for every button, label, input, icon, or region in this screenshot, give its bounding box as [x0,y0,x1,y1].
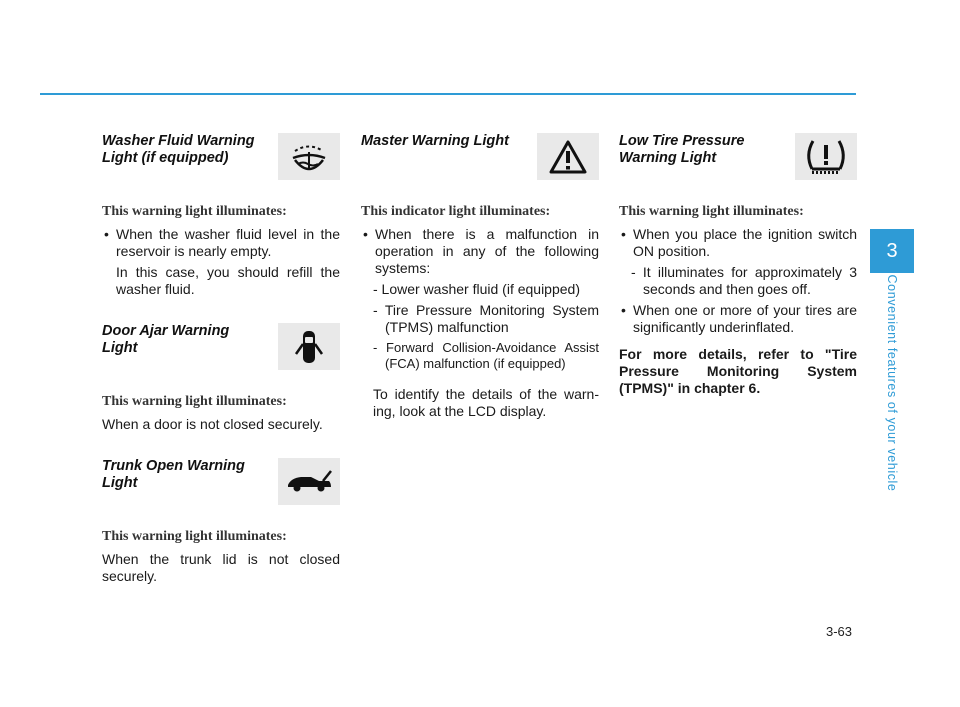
section-washer-fluid [102,130,340,298]
list-item: - Tire Pressure Monitoring System (TPMS) malfunction [373,302,599,335]
bullet-item: • When there is a malfunction in operation in any of the following systems: [361,226,599,277]
chapter-title: Convenient features of your vehicle [885,274,899,492]
bullet-item: • When one or more of your tires are significantly underinflated. [619,302,857,336]
page-number: 3-63 [826,624,853,639]
body-text: To identify the details of the warn- ing, look at the LCD display. [373,386,599,419]
section-master-warning [361,130,599,420]
section-title: Washer Fluid Warning Light (if equipped) [102,133,255,166]
list-item: - Forward Collision-Avoidance Assist (FCA) malfunction (if equipped) [373,340,599,371]
trunk-open-icon [278,458,340,505]
section-title: Trunk Open Warning Light [102,458,245,491]
column-right [619,130,857,397]
body-text: When a door is not closed securely. [102,416,323,432]
section-trunk-open [102,455,340,585]
bullet-item: • When the washer fluid level in the reservoir is nearly empty. [102,226,340,260]
illuminates-heading: This indicator light illuminates: [361,204,551,219]
reference-note: For more details, refer to "Tire Pressure Monitoring System (TPMS)" in chapter 6. [619,346,857,396]
section-title: Door Ajar Warning Light [102,323,230,356]
illuminates-heading: This warning light illuminates: [102,204,287,219]
section-low-tire-pressure [619,130,857,397]
illuminates-heading: This warning light illuminates: [619,204,804,219]
illuminates-heading: This warning light illuminates: [102,529,287,544]
door-ajar-icon [278,323,340,370]
body-text: In this case, you should refill the washer fluid. [116,264,340,297]
top-rule [40,93,856,95]
column-left [102,130,340,585]
illuminates-heading: This warning light illuminates: [102,394,287,409]
section-title: Low Tire Pressure Warning Light [619,133,745,166]
column-middle [361,130,599,420]
bullet-item: • When you place the ignition switch ON position. [619,226,857,260]
tire-pressure-icon [795,133,857,180]
chapter-number-tab: 3 [870,229,914,273]
warning-triangle-icon [537,133,599,180]
section-title: Master Warning Light [361,133,509,149]
body-text: When the trunk lid is not closed securely. [102,551,340,584]
list-item: - It illuminates for approximately 3 seconds and then goes off. [631,264,857,297]
list-item: - Lower washer fluid (if equipped) [373,281,580,297]
section-door-ajar [102,320,340,433]
washer-fluid-icon [278,133,340,180]
